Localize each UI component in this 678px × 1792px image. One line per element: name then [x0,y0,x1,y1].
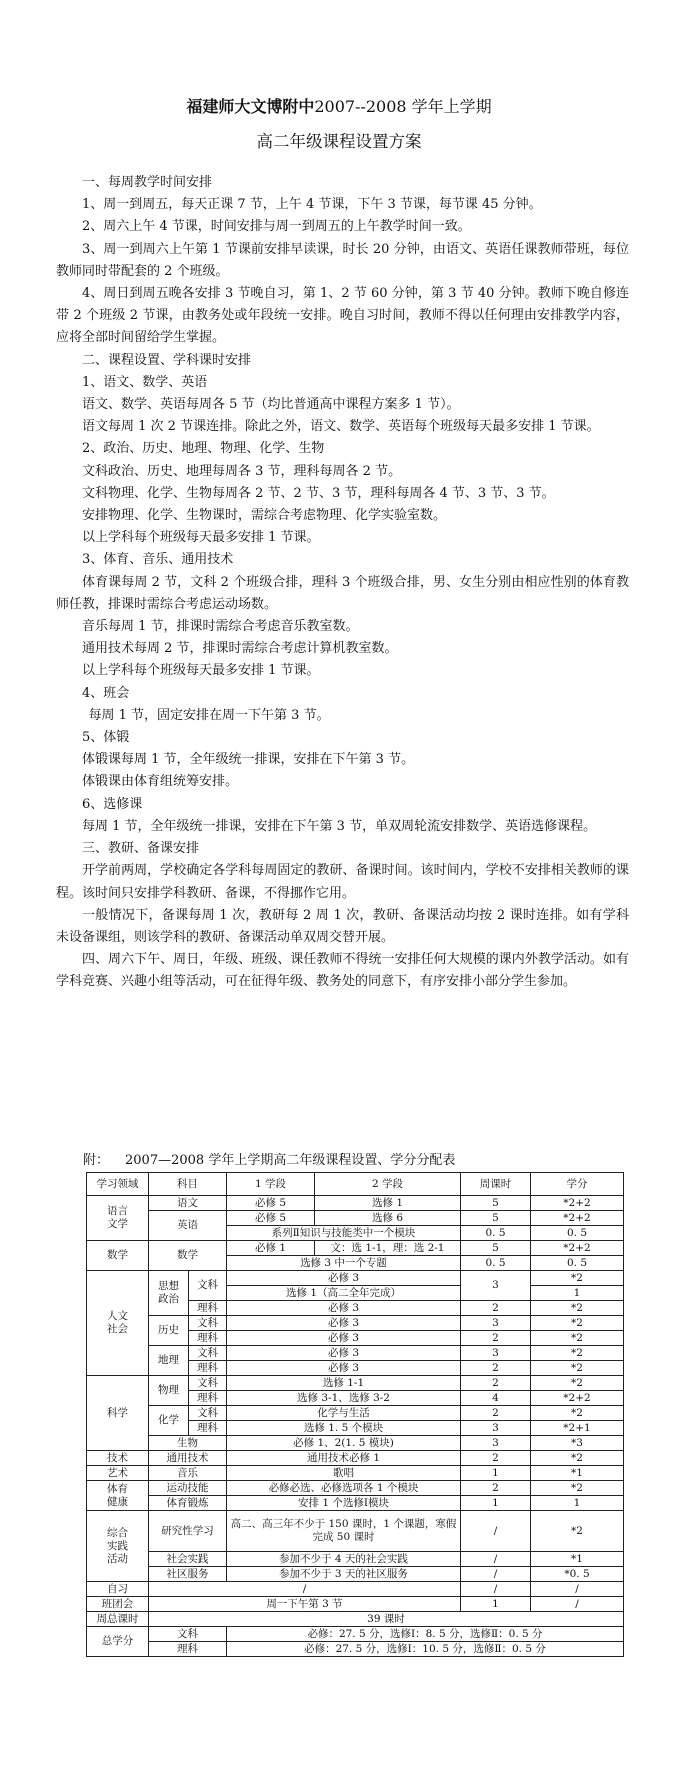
paragraph: 语文每周 1 次 2 节课连排。除此之外，语文、数学、英语每个班级每天最多安排 1 节课。 [82,419,600,435]
cell: *2+2 [531,1241,624,1256]
table-row [87,1211,624,1226]
document-subtitle: 高二年级课程设置方案 [256,132,422,151]
paragraph: 一般情况下，备课每周 1 次，教研每 2 周 1 次，教研、备课活动均按 2 课时连排。如有学科未设备课组，则该学科的教研、备课活动单双周交替开展。 [56,907,629,945]
subsection-heading: 4、班会 [82,685,130,701]
cell: 参加不少于 3 天的社区服务 [227,1567,461,1582]
area-cell: 自习 [87,1582,149,1597]
subject-cell: 历史 [149,1316,189,1346]
subject-cell: 思想 政治 [149,1271,189,1316]
cell: 5 [461,1196,531,1211]
table-row [87,1511,624,1552]
cell: 必修 1、2(1. 5 模块) [227,1436,461,1451]
cell: 周一下午第 3 节 [149,1597,461,1612]
paragraph: 1、周一到周五，每天正课 7 节，上午 4 节课，下午 3 节课，每节课 45 分钟。 [82,197,542,213]
table-row [87,1466,624,1481]
subsection-heading: 6、选修课 [82,796,143,812]
subsection-heading: 1、语文、数学、英语 [82,374,208,390]
paragraph: 文科物理、化学、生物每周各 2 节、2 节、3 节，理科每周各 4 节、3 节、3 节。 [82,485,555,501]
track-cell: 文科 [189,1346,227,1361]
subsection-heading: 3、体育、音乐、通用技术 [82,552,234,568]
subject-cell: 地理 [149,1346,189,1376]
subject-cell: 研究性学习 [149,1511,227,1552]
table-row [87,1642,624,1657]
table-row [87,1567,624,1582]
table-row [87,1271,624,1286]
table-row [87,1451,624,1466]
subject-cell: 英语 [149,1211,227,1241]
cell: 必修必选、必修选项各 1 个模块 [227,1481,461,1496]
subject-cell: 社会实践 [149,1552,227,1567]
cell: 5 [461,1241,531,1256]
subject-cell: 社区服务 [149,1567,227,1582]
cell: 0. 5 [531,1226,624,1241]
subsection-heading: 2、政治、历史、地理、物理、化学、生物 [82,441,325,457]
cell: *2+2 [531,1196,624,1211]
table-row [87,1627,624,1642]
cell: *1 [531,1552,624,1567]
subject-cell: 生物 [149,1436,227,1451]
subsection-heading: 5、体锻 [82,730,130,746]
track-cell: 理科 [189,1361,227,1376]
subject-cell: 音乐 [149,1466,227,1481]
cell: 参加不少于 4 天的社会实践 [227,1552,461,1567]
paragraph: 语文、数学、英语每周各 5 节（均比普通高中课程方案多 1 节）。 [82,397,460,413]
cell: 1 [531,1496,624,1511]
table-header: 1 学段 [227,1173,315,1196]
cell: *2 [531,1406,624,1421]
cell: 必修：27. 5 分，选修Ⅰ：10. 5 分，选修Ⅱ：0. 5 分 [227,1642,624,1657]
area-cell: 技术 [87,1451,149,1466]
subject-cell: 数学 [149,1241,227,1271]
cell: 2 [461,1301,531,1316]
cell: 必修 3 [227,1301,461,1316]
track-cell: 文科 [189,1271,227,1301]
table-header: 学分 [531,1173,624,1196]
cell: / [531,1582,624,1597]
paragraph: 开学前两周，学校确定各学科每周固定的教研、备课时间。该时间内，学校不安排相关教师的课程。该时间只安排学科教研、备课，不得挪作它用。 [56,863,629,901]
table-header: 科目 [149,1173,227,1196]
cell: / [461,1511,531,1552]
cell: *0. 5 [531,1567,624,1582]
subject-cell: 语文 [149,1196,227,1211]
section-heading: 二、课程设置、学科课时安排 [82,352,252,368]
track-cell: 理科 [149,1642,227,1657]
table-row [87,1496,624,1511]
cell: *2 [531,1316,624,1331]
paragraph: 以上学科每个班级每天最多安排 1 节课。 [82,530,320,546]
cell: 歌唱 [227,1466,461,1481]
cell: 高二、高三年不少于 150 课时，1 个课题，寒假完成 50 课时 [227,1511,461,1552]
table-row [87,1612,624,1627]
cell: / [461,1567,531,1582]
subject-cell: 通用技术 [149,1451,227,1466]
cell: 3 [461,1436,531,1451]
document-title [0,94,678,117]
table-header: 2 学段 [315,1173,461,1196]
course-table [86,1172,624,1657]
area-cell: 科学 [87,1376,149,1451]
table-header: 周课时 [461,1173,531,1196]
cell: *2 [531,1481,624,1496]
cell: 选修 3-1、选修 3-2 [227,1391,461,1406]
track-cell: 文科 [149,1627,227,1642]
table-row [87,1196,624,1211]
cell: 3 [461,1421,531,1436]
table-row [87,1481,624,1496]
cell: 5 [461,1211,531,1226]
cell: 2 [461,1451,531,1466]
table-row [87,1376,624,1391]
track-cell: 理科 [189,1301,227,1316]
area-cell: 周总课时 [87,1612,149,1627]
table-row [87,1406,624,1421]
subject-cell: 体育锻炼 [149,1496,227,1511]
paragraph: 4、周日到周五晚各安排 3 节晚自习，第 1、2 节 60 分钟，第 3 节 40 分钟。教师下晚自修连带 2 个班级 2 节课，由教务处或年段统一安排。晚自习时间，教师不得以任何理由安排教学内容，应将全部时间留给学生掌握。 [56,286,629,346]
area-cell: 综合 实践 活动 [87,1511,149,1582]
cell: / [461,1582,531,1597]
cell: 1 [461,1496,531,1511]
area-cell: 体育 健康 [87,1481,149,1511]
subject-cell: 物理 [149,1376,189,1406]
cell: *2 [531,1451,624,1466]
cell: 1 [531,1286,624,1301]
cell: *2+2 [531,1391,624,1406]
paragraph: 每周 1 节，全年级统一排课，安排在下午第 3 节，单双周轮流安排数学、英语选修课程。 [82,818,597,834]
cell: 2 [461,1481,531,1496]
cell: 必修 3 [227,1316,461,1331]
cell: / [531,1597,624,1612]
paragraph: 安排物理、化学、生物课时，需综合考虑物理、化学实验室数。 [82,508,447,524]
document-body [56,172,629,994]
cell: *2+2 [531,1211,624,1226]
subject-cell: 化学 [149,1406,189,1436]
cell: 选修 3 中一个专题 [227,1256,461,1271]
cell: 必修 3 [227,1271,461,1286]
cell: 0. 5 [461,1256,531,1271]
table-row [87,1597,624,1612]
area-cell: 人文 社会 [87,1271,149,1376]
section-heading: 三、教研、备课安排 [82,841,200,857]
cell: 3 [461,1346,531,1361]
cell: 安排 1 个选修Ⅰ模块 [227,1496,461,1511]
appendix-label: 附： [83,1153,110,1168]
cell: *2 [531,1376,624,1391]
school-name: 福建师大文博附中 [186,97,315,116]
track-cell: 理科 [189,1421,227,1436]
term: 2007--2008 学年上学期 [314,97,492,116]
cell: 必修 5 [227,1211,315,1226]
cell: *2 [531,1271,624,1286]
paragraph: 2、周六上午 4 节课，时间安排与周一到周五的上午教学时间一致。 [82,219,471,235]
track-cell: 文科 [189,1316,227,1331]
paragraph: 体锻课每周 1 节，全年级统一排课，安排在下午第 3 节。 [82,752,415,768]
cell: 通用技术必修 1 [227,1451,461,1466]
cell: *2 [531,1511,624,1552]
cell: 2 [461,1376,531,1391]
cell: 1 [461,1466,531,1481]
cell: 选修 1（高二全年完成） [227,1286,461,1301]
cell: / [149,1582,461,1597]
area-cell: 艺术 [87,1466,149,1481]
cell: 选修 1. 5 个模块 [227,1421,461,1436]
table-row [87,1552,624,1567]
paragraph: 文科政治、历史、地理每周各 3 节，理科每周各 2 节。 [82,463,402,479]
cell: 39 课时 [149,1612,624,1627]
table-row [87,1346,624,1361]
cell: *2 [531,1346,624,1361]
paragraph: 体育课每周 2 节，文科 2 个班级合排，理科 3 个班级合排，男、女生分别由相应性别的体育教师任教，排课时需综合考虑运动场数。 [56,574,629,612]
cell: 3 [461,1271,531,1301]
table-row [87,1241,624,1256]
paragraph: 以上学科每个班级每天最多安排 1 节课。 [82,663,320,679]
cell: *2+1 [531,1421,624,1436]
cell: 必修 5 [227,1196,315,1211]
paragraph: 通用技术每周 2 节，排课时需综合考虑计算机教室数。 [82,641,398,657]
table-row [87,1316,624,1331]
area-cell: 总学分 [87,1627,149,1657]
cell: 1 [461,1597,531,1612]
paragraph: 每周 1 节，固定安排在周一下午第 3 节。 [88,707,330,723]
cell: 系列Ⅱ知识与技能类中一个模块 [227,1226,461,1241]
cell: 文：选 1-1，理：选 2-1 [315,1241,461,1256]
cell: 化学与生活 [227,1406,461,1421]
cell: *2 [531,1331,624,1346]
track-cell: 理科 [189,1331,227,1346]
cell: 3 [461,1316,531,1331]
appendix-title: 2007—2008 学年上学期高二年级课程设置、学分分配表 [125,1153,456,1168]
cell: 选修 1 [315,1196,461,1211]
cell: 选修 6 [315,1211,461,1226]
cell: 选修 1-1 [227,1376,461,1391]
area-cell: 语言 文学 [87,1196,149,1241]
track-cell: 理科 [189,1391,227,1406]
table-row [87,1582,624,1597]
area-cell: 数学 [87,1241,149,1271]
cell: 必修：27. 5 分，选修Ⅰ：8. 5 分，选修Ⅱ：0. 5 分 [227,1627,624,1642]
cell: 必修 3 [227,1331,461,1346]
paragraph: 体锻课由体育组统筹安排。 [82,774,239,790]
cell: 0. 5 [461,1226,531,1241]
track-cell: 文科 [189,1376,227,1391]
table-header-row [87,1173,624,1196]
paragraph: 四、周六下午、周日，年级、班级、课任教师不得统一安排任何大规模的课内外教学活动。如有学科竞赛、兴趣小组等活动，可在征得年级、教务处的同意下，有序安排小部分学生参加。 [56,952,629,990]
subject-cell: 运动技能 [149,1481,227,1496]
paragraph: 3、周一到周六上午第 1 节课前安排早读课，时长 20 分钟，由语文、英语任课教师带班，每位教师同时带配套的 2 个班级。 [56,241,629,279]
cell: *3 [531,1436,624,1451]
cell: 0. 5 [531,1256,624,1271]
cell: 4 [461,1391,531,1406]
paragraph: 音乐每周 1 节，排课时需综合考虑音乐教室数。 [82,619,359,635]
cell: *2 [531,1301,624,1316]
cell: 必修 3 [227,1346,461,1361]
cell: 必修 1 [227,1241,315,1256]
appendix-caption [83,1149,455,1168]
cell: 2 [461,1406,531,1421]
track-cell: 文科 [189,1406,227,1421]
cell: 必修 3 [227,1361,461,1376]
cell: 2 [461,1361,531,1376]
area-cell: 班团会 [87,1597,149,1612]
cell: *2 [531,1361,624,1376]
cell: *1 [531,1466,624,1481]
cell: 2 [461,1331,531,1346]
cell: / [461,1552,531,1567]
table-header: 学习领域 [87,1173,149,1196]
table-row [87,1436,624,1451]
section-heading: 一、每周教学时间安排 [82,175,213,190]
